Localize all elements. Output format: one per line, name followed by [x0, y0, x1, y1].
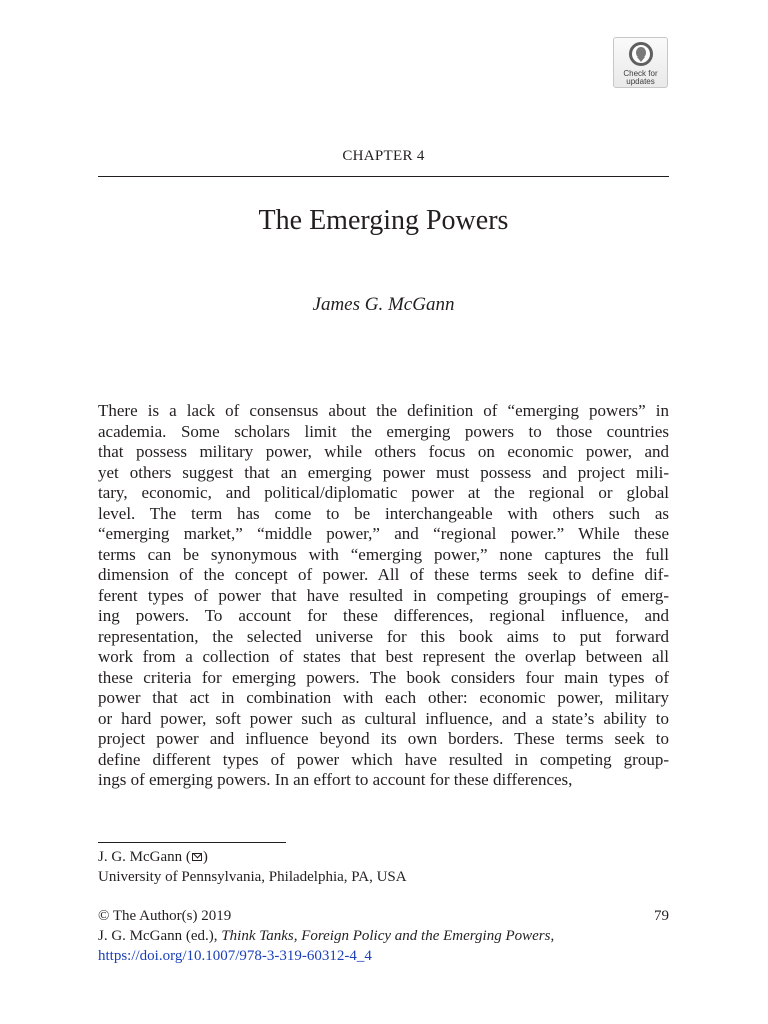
body-line: tary, economic, and political/diplomatic power at the regional or global [98, 483, 669, 502]
body-line: these criteria for emerging powers. The book considers four main types of [98, 667, 669, 687]
body-line: dimension of the concept of power. All of these terms seek to define dif- [98, 565, 669, 584]
body-line: work from a collection of states that best represent the overlap between all [98, 647, 669, 666]
page-number: 79 [654, 908, 669, 924]
footer-citation [98, 926, 669, 946]
footer-doi-row [98, 946, 669, 966]
body-line: There is a lack of consensus about the definition of “emerging powers” in [98, 401, 669, 420]
body-line: terms can be synonymous with “emerging power,” none captures the full [98, 544, 669, 564]
check-for-updates-icon [629, 42, 653, 66]
body-line: ferent types of power that have resulted in competing groupings of emerg- [98, 585, 669, 605]
body-line: power that act in combination with each other: economic power, military [98, 688, 669, 707]
body-line: or hard power, soft power such as cultural influence, and a state’s ability to [98, 708, 669, 728]
body-line: academia. Some scholars limit the emerging powers to those countries [98, 421, 669, 441]
body-line: representation, the selected universe for this book aims to put forward [98, 626, 669, 646]
footnote-author-close: ) [202, 849, 208, 865]
citation-prefix: J. G. McGann (ed.), [98, 928, 222, 944]
doi-link[interactable]: https://doi.org/10.1007/978-3-319-60312-4_4 [98, 948, 372, 964]
chapter-title: The Emerging Powers [258, 205, 509, 236]
book-title: Think Tanks, Foreign Policy and the Emerging Powers [221, 928, 551, 944]
chapter-author: James G. McGann [312, 294, 455, 315]
body-line: yet others suggest that an emerging power must possess and project mili- [98, 462, 669, 482]
footnote-affiliation: University of Pennsylvania, Philadelphia, PA, USA [98, 869, 407, 885]
body-line: ing powers. To account for these differences, regional influence, and [98, 606, 669, 625]
badge-label-line1: Check for [623, 69, 658, 78]
footnote-author-name: J. G. McGann ( [98, 849, 191, 865]
footer-copyright-row [98, 906, 669, 926]
footnote-author [98, 847, 669, 867]
body-line: ings of emerging powers. In an effort to account for these differences, [98, 770, 573, 789]
badge-label-line2: updates [626, 77, 655, 86]
body-paragraph [98, 401, 669, 791]
body-line: define different types of power which have resulted in competing group- [98, 749, 669, 769]
chapter-label: CHAPTER 4 [342, 148, 425, 164]
envelope-icon[interactable] [192, 853, 202, 861]
copyright-notice: © The Author(s) 2019 [98, 908, 232, 924]
footnote-rule [98, 842, 286, 843]
header-rule [98, 176, 669, 177]
body-line: project power and influence beyond its own borders. These terms seek to [98, 729, 669, 748]
body-line: level. The term has come to be interchangeable with others such as [98, 503, 669, 523]
body-line: that possess military power, while others focus on economic power, and [98, 442, 669, 461]
check-for-updates-badge[interactable] [613, 37, 668, 88]
body-line: “emerging market,” “middle power,” and “regional power.” While these [98, 524, 669, 543]
citation-suffix: , [550, 928, 555, 944]
